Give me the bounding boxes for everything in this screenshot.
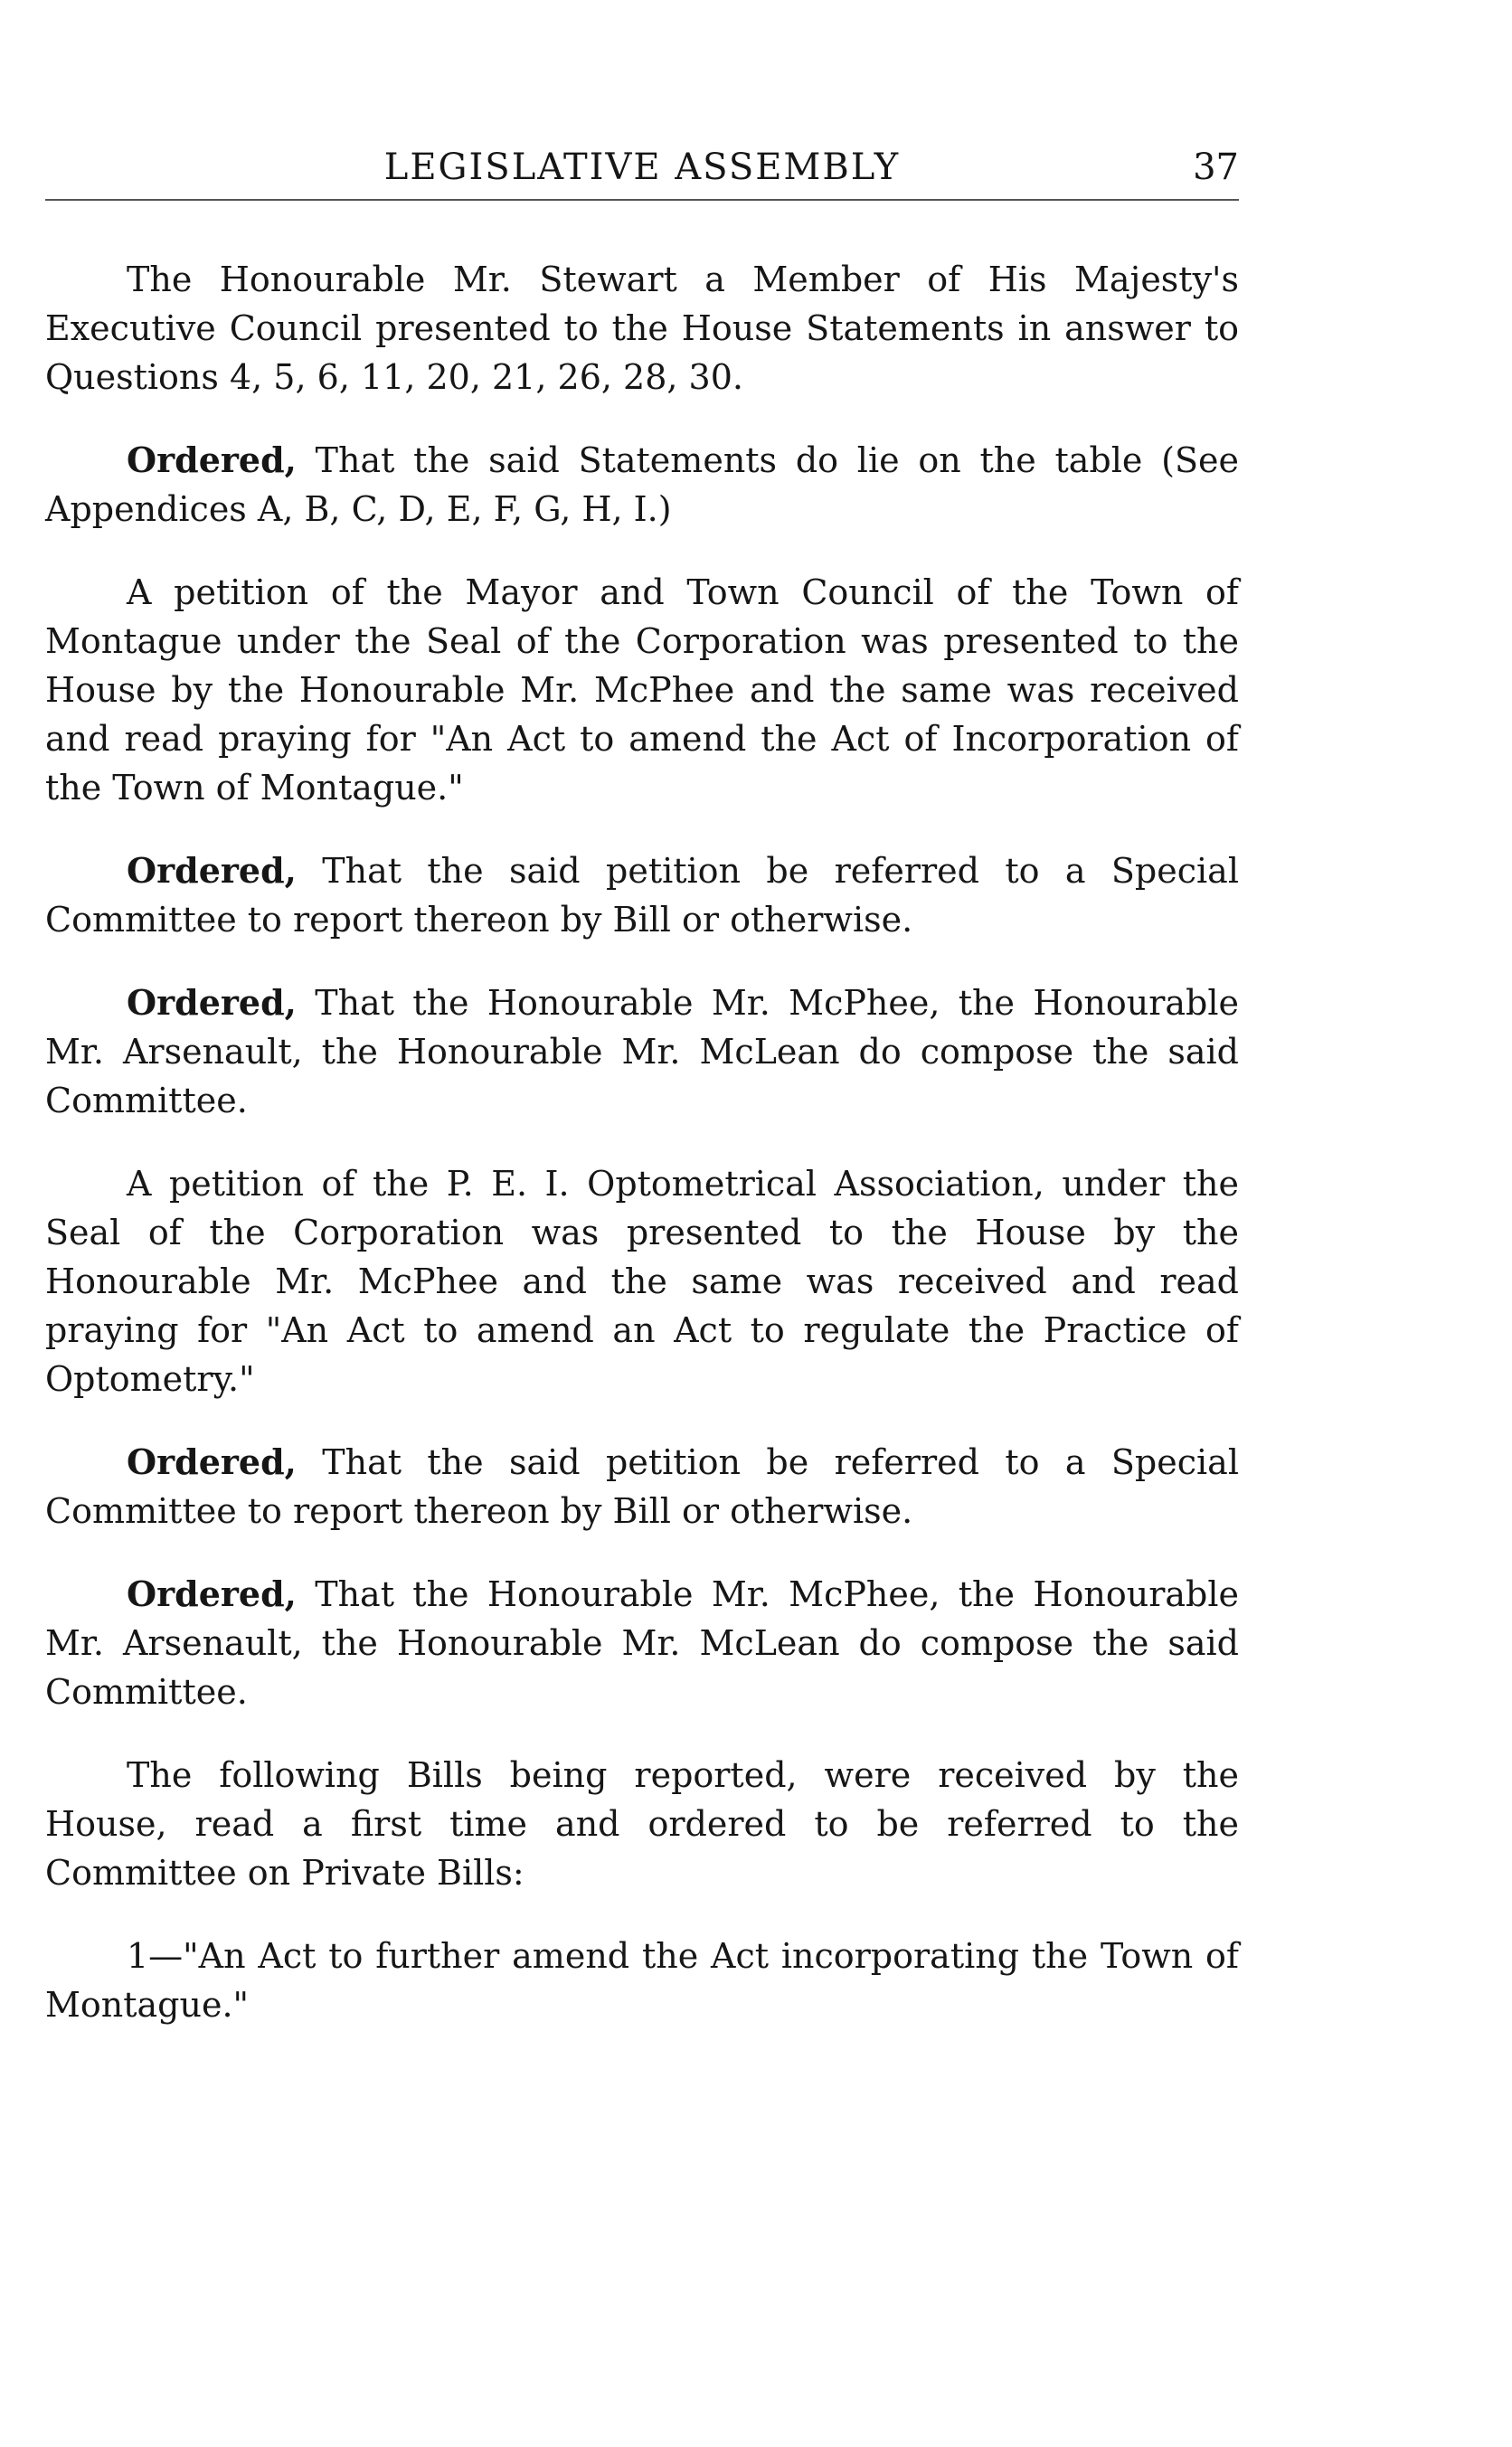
paragraph-lead: Ordered, (127, 1441, 297, 1482)
paragraph-lead: Ordered, (127, 1573, 297, 1614)
paragraph-text: 1—"An Act to further amend the Act incorporating the Town of Montague." (45, 1936, 1239, 2025)
paragraph-text: The following Bills being reported, were received by the House, read a first time and ordered to be referred to the Committee on Private Bills: (45, 1755, 1239, 1893)
paragraph (45, 568, 1239, 812)
paragraph (45, 1438, 1239, 1535)
paragraph (45, 978, 1239, 1125)
paragraph-text: The Honourable Mr. Stewart a Member of His Majesty's Executive Council presented to the House Statements in answer to Questions 4, 5, 6, 11, 20, 21, 26, 28, 30. (45, 260, 1239, 397)
paragraph (45, 1932, 1239, 2029)
paragraph-lead: Ordered, (127, 439, 297, 480)
paragraph-text: That the said Statements do lie on the table (See Appendices A, B, C, D, E, F, G, H, I.) (45, 440, 1239, 529)
page-header (45, 136, 1239, 201)
paragraph (45, 1159, 1239, 1403)
paragraph-text: That the Honourable Mr. McPhee, the Honourable Mr. Arsenault, the Honourable Mr. McLean do compose the said Committee. (45, 1574, 1239, 1712)
paragraph-text: A petition of the P. E. I. Optometrical Association, under the Seal of the Corporation was presented to the House by the Honourable Mr. McPhee and the same was received and read praying for "An Act to amend an Act to regulate the Practice of Optometry." (45, 1164, 1239, 1399)
paragraph (45, 436, 1239, 534)
paragraph (45, 1751, 1239, 1897)
paragraph (45, 846, 1239, 944)
paragraph-text: That the said petition be referred to a Special Committee to report thereon by Bill or otherwise. (45, 1442, 1239, 1531)
paragraph-lead: Ordered, (127, 982, 297, 1023)
document-page (45, 136, 1239, 2064)
paragraph-text: A petition of the Mayor and Town Council of the Town of Montague under the Seal of the Corporation was presented to the House by the Honourable Mr. McPhee and the same was received and read praying for "An Act to amend the Act of Incorporation of the Town of Montague." (45, 572, 1239, 808)
page-number: 37 (1193, 146, 1239, 188)
paragraph-text: That the said petition be referred to a Special Committee to report thereon by Bill or otherwise. (45, 851, 1239, 940)
paragraph-text: That the Honourable Mr. McPhee, the Honourable Mr. Arsenault, the Honourable Mr. McLean do compose the said Committee. (45, 983, 1239, 1120)
paragraph (45, 255, 1239, 402)
paragraph (45, 1570, 1239, 1716)
running-title: LEGISLATIVE ASSEMBLY (383, 146, 901, 188)
paragraph-lead: Ordered, (127, 850, 297, 891)
